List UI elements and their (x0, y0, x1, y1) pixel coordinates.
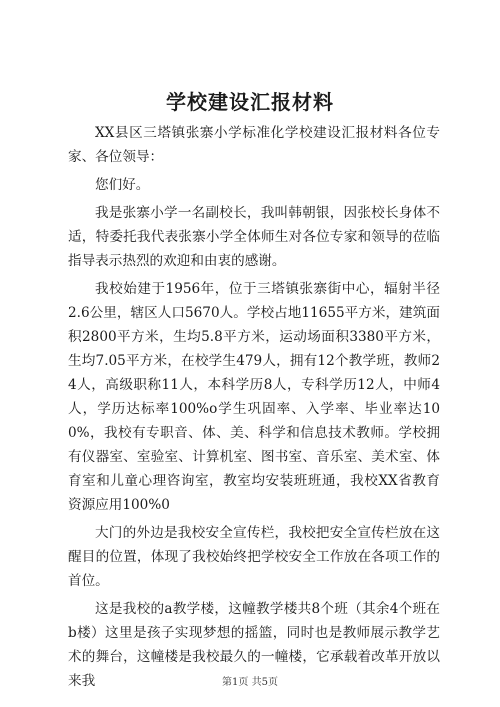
paragraph-heading: XX县区三塔镇张寨小学标准化学校建设汇报材料各位专家、各位领导： (68, 125, 440, 165)
document-body (68, 121, 440, 693)
paragraph-greeting: 您们好。 (95, 177, 150, 193)
paragraph-school-overview: 我校始建于1956年，位于三塔镇张寨街中心，辐射半径2.6公里，辖区人口5670人。学校占地11655平方米，建筑面积2800平方米，生均5.8平方米，运动场面积3380平方米，生均7.05平方米，在校学生479人，拥有12个教学班，教师24人，高级职称11人，本科学历8人，专科学历12人，中师4人，学历达标率100%o学生巩固率、入学率、毕业率达100%，我校有专职音、体、美、科学和信息技术教师。学校拥有仪器室、室验室、计算机室、图书室、音乐室、美术室、体育室和儿童心理咨询室，教室均安装班班通，我校XX省教育资源应用100%0 (68, 281, 440, 513)
paragraph-safety-board: 大门的外边是我校安全宣传栏，我校把安全宣传栏放在这醒目的位置，体现了我校始终把学校安全工作放在各项工作的首位。 (68, 525, 440, 589)
paragraph-introduction: 我是张寨小学一名副校长，我叫韩朝银，因张校长身体不适，特委托我代表张寨小学全体师生对各位专家和领导的莅临指导表示热烈的欢迎和由衷的感谢。 (68, 205, 440, 269)
paragraph-teaching-building: 这是我校的a教学楼，这幢教学楼共8个班（其余4个班在b楼）这里是孩子实现梦想的摇篮，同时也是教师展示教学艺术的舞台，这幢楼是我校最久的一幢楼，它承载着改革开放以来我 (68, 601, 440, 689)
page-number: 第1页 共5页 (222, 677, 278, 688)
page-title: 学校建设汇报材料 (166, 90, 334, 114)
